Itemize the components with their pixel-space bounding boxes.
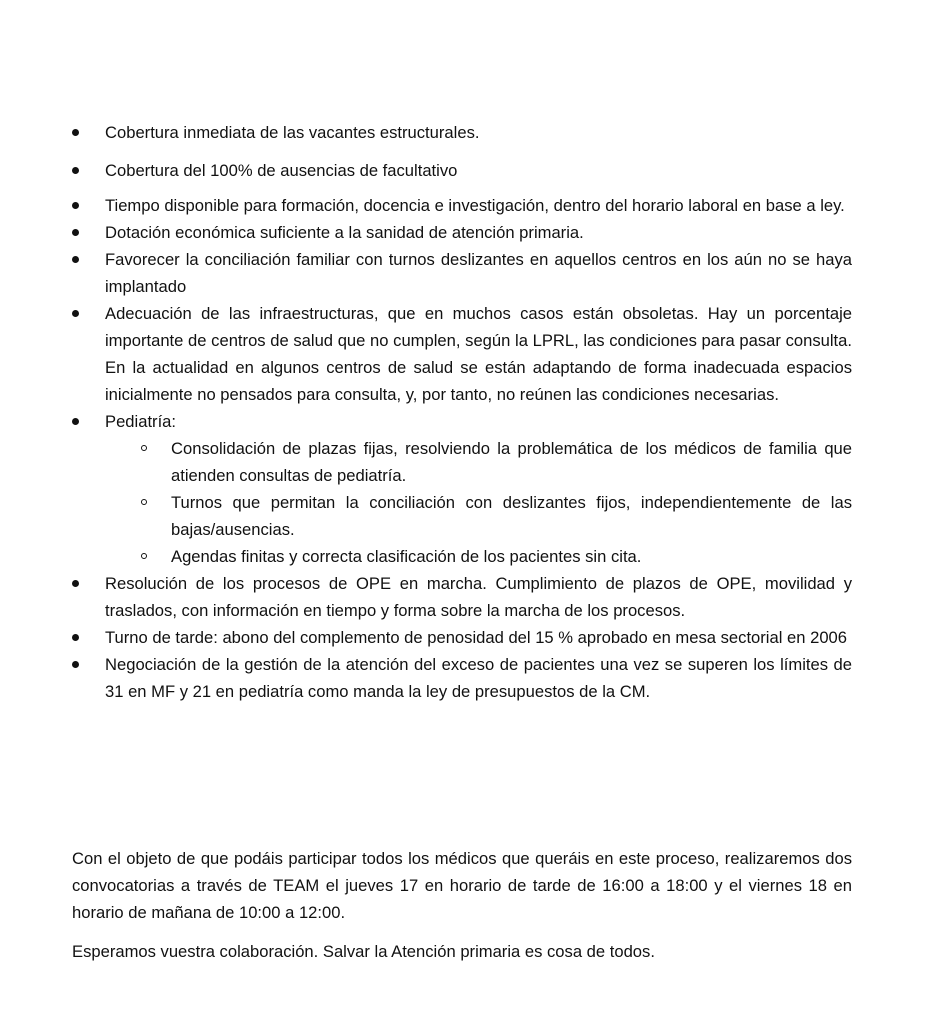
list-item-text: Negociación de la gestión de la atención del exceso de pacientes una vez se superen los límites de 31 en MF y 21 en pediatría como manda la ley de presupuestos de la CM. (105, 655, 852, 701)
list-item-text: Cobertura del 100% de ausencias de facultativo (105, 161, 458, 180)
sublist-item-text: Consolidación de plazas fijas, resolviendo la problemática de los médicos de familia que atienden consultas de pediatría. (171, 439, 852, 485)
list-item-text: Resolución de los procesos de OPE en marcha. Cumplimiento de plazos de OPE, movilidad y traslados, con información en tiempo y forma sobre la marcha de los procesos. (105, 574, 852, 620)
pediatria-sublist (105, 435, 852, 570)
demands-list (72, 119, 852, 705)
bullet-dot (72, 661, 79, 668)
list-item (72, 119, 852, 146)
sublist-item (138, 543, 852, 570)
bullet-dot (72, 167, 79, 174)
bullet-dot (72, 202, 79, 209)
bullet-dot (72, 310, 79, 317)
sublist-item-text: Agendas finitas y correcta clasificación de los pacientes sin cita. (171, 547, 642, 566)
list-item (72, 570, 852, 624)
list-item (72, 651, 852, 705)
list-item-text: Pediatría: (105, 412, 177, 431)
bullet-dot (72, 580, 79, 587)
list-item-text: Adecuación de las infraestructuras, que en muchos casos están obsoletas. Hay un porcentaje importante de centros de salud que no cumplen, según la LPRL, las condiciones para pasar consulta. En la actualidad en algunos centros de salud se están adaptando de forma inadecuada espacios inicialmente no pensados para consulta, y, por tanto, no reúnen las condiciones necesarias. (105, 304, 852, 404)
sublist-item (138, 435, 852, 489)
bullet-dot (72, 634, 79, 641)
list-item-pediatria (72, 408, 852, 570)
list-item (72, 246, 852, 300)
list-item (72, 300, 852, 408)
bullet-dot (72, 256, 79, 263)
list-item-text: Cobertura inmediata de las vacantes estructurales. (105, 123, 480, 142)
sublist-item (138, 489, 852, 543)
list-item (72, 192, 852, 219)
list-item (72, 624, 852, 651)
list-item-text: Dotación económica suficiente a la sanidad de atención primaria. (105, 223, 584, 242)
closing-paragraph: Esperamos vuestra colaboración. Salvar la Atención primaria es cosa de todos. (72, 942, 655, 961)
sub-bullet-circle (141, 445, 147, 451)
sub-bullet-circle (141, 499, 147, 505)
list-item (72, 219, 852, 246)
list-item-text: Turno de tarde: abono del complemento de penosidad del 15 % aprobado en mesa sectorial en 2006 (105, 628, 848, 647)
list-item (72, 157, 852, 184)
list-item-text: Favorecer la conciliación familiar con turnos deslizantes en aquellos centros en los aún no se haya implantado (105, 250, 852, 296)
sub-bullet-circle (141, 553, 147, 559)
bullet-dot (72, 418, 79, 425)
sublist-item-text: Turnos que permitan la conciliación con deslizantes fijos, independientemente de las bajas/ausencias. (171, 493, 852, 539)
convocatoria-paragraph: Con el objeto de que podáis participar todos los médicos que queráis en este proceso, realizaremos dos convocatorias a través de TEAM el jueves 17 en horario de tarde de 16:00 a 18:00 y el viernes 18 en horario de mañana de 10:00 a 12:00. (72, 849, 852, 922)
bullet-dot (72, 229, 79, 236)
list-item-text: Tiempo disponible para formación, docencia e investigación, dentro del horario laboral en base a ley. (105, 196, 845, 215)
bullet-dot (72, 129, 79, 136)
